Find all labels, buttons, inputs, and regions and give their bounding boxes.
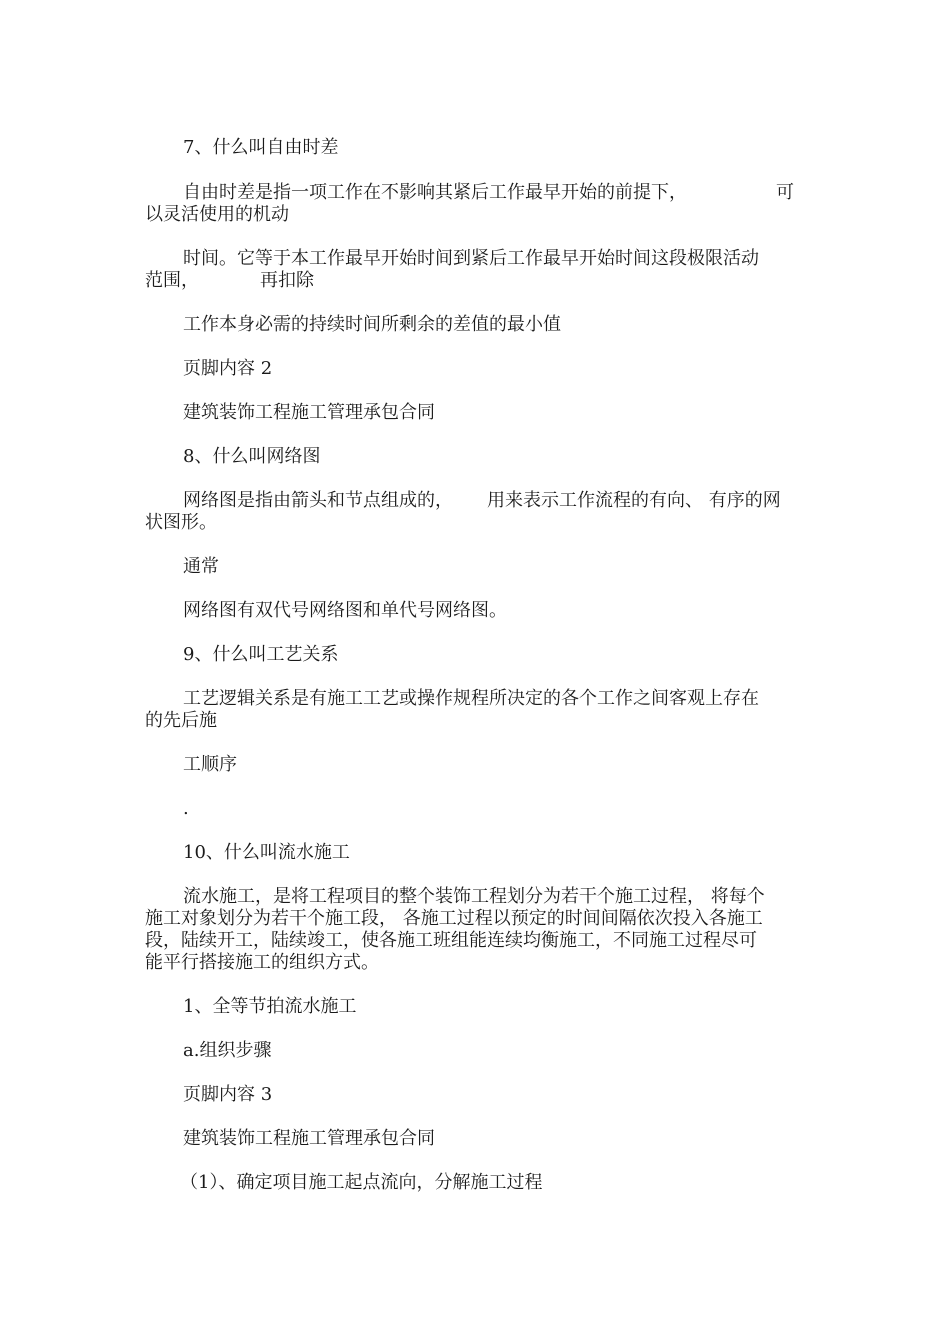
q10-paragraph-1-line-1: 流水施工，是将工程项目的整个装饰工程划分为若干个施工过程， 将每个 xyxy=(183,886,765,907)
q8-paragraph-2: 通常 xyxy=(183,556,219,577)
question-8-title: 8、什么叫网络图 xyxy=(183,446,321,467)
q10-paragraph-1-line-2: 施工对象划分为若干个施工段， 各施工过程以预定的时间间隔依次投入各施工 xyxy=(145,908,763,929)
page-footer-3: 页脚内容 3 xyxy=(183,1084,273,1105)
subsection-1-a: a.组织步骤 xyxy=(183,1040,272,1061)
page-header-contract-title: 建筑装饰工程施工管理承包合同 xyxy=(183,402,435,423)
q9-paragraph-2: 工顺序 xyxy=(183,754,237,775)
q7-paragraph-1-line-2: 以灵活使用的机动 xyxy=(145,204,289,225)
q8-paragraph-1-line-2: 状图形。 xyxy=(145,512,217,533)
q10-paragraph-1-line-3: 段，陆续开工，陆续竣工，使各施工班组能连续均衡施工，不同施工过程尽可 xyxy=(145,930,757,951)
q8-paragraph-1-line-1a: 网络图是指由箭头和节点组成的， xyxy=(183,490,453,511)
q8-paragraph-3: 网络图有双代号网络图和单代号网络图。 xyxy=(183,600,507,621)
q7-paragraph-2-line-1: 时间。它等于本工作最早开始时间到紧后工作最早开始时间这段极限活动 xyxy=(183,248,759,269)
q7-paragraph-1-line-1 xyxy=(183,182,687,204)
page-footer-2: 页脚内容 2 xyxy=(183,358,273,379)
question-7-title: 7、什么叫自由时差 xyxy=(183,137,339,158)
subsection-1-title: 1、全等节拍流水施工 xyxy=(183,996,357,1017)
q10-paragraph-1-line-4: 能平行搭接施工的组织方式。 xyxy=(145,952,379,973)
q7-paragraph-2-line-2a: 范围， xyxy=(145,270,199,291)
q7-p1-text: 自由时差是指一项工作在不影响其紧后工作最早开始的前提下， xyxy=(183,182,687,203)
question-9-title: 9、什么叫工艺关系 xyxy=(183,644,339,665)
q7-p1-trailing: 可 xyxy=(776,182,794,203)
question-10-title: 10、什么叫流水施工 xyxy=(183,842,350,863)
q9-paragraph-1-line-1: 工艺逻辑关系是有施工工艺或操作规程所决定的各个工作之间客观上存在 xyxy=(183,688,759,709)
page-header-contract-title-2: 建筑装饰工程施工管理承包合同 xyxy=(183,1128,435,1149)
q8-paragraph-1-line-1b: 用来表示工作流程的有向、 有序的网 xyxy=(487,490,781,511)
separator-dot: . xyxy=(183,798,189,819)
q7-paragraph-2-line-2b: 再扣除 xyxy=(260,270,314,291)
step-1: （1）、确定项目施工起点流向，分解施工过程 xyxy=(180,1172,543,1193)
q9-paragraph-1-line-2: 的先后施 xyxy=(145,710,217,731)
q7-paragraph-3: 工作本身必需的持续时间所剩余的差值的最小值 xyxy=(183,314,561,335)
